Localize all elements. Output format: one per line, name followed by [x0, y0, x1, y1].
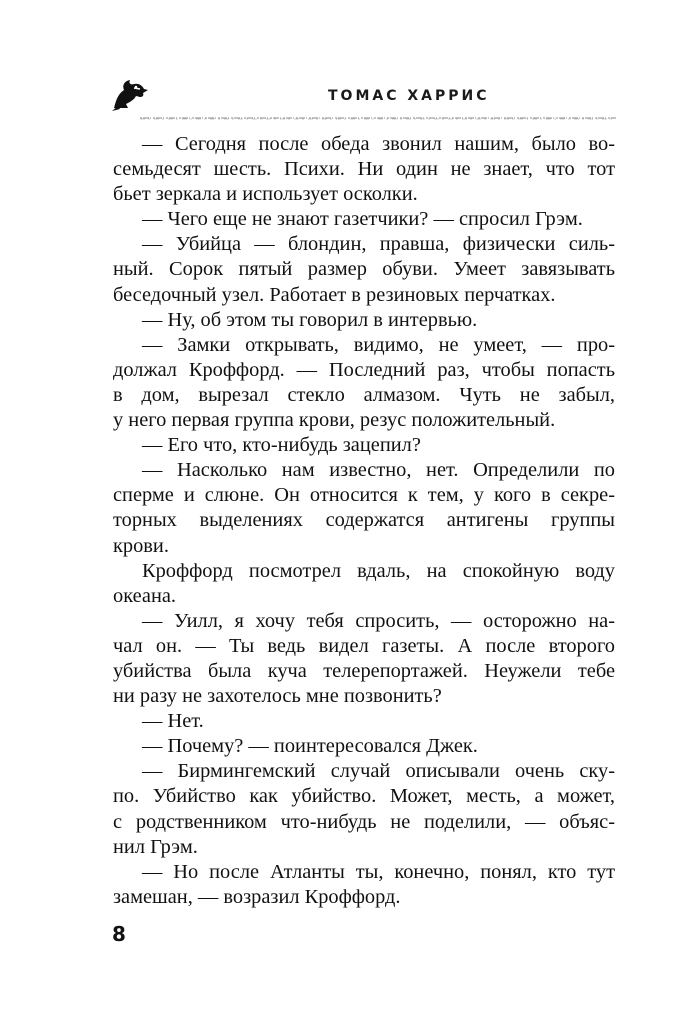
- text-line: — Чего еще не знают газетчики? — спросил Грэм.: [142, 208, 583, 231]
- text-line: сперме и слюне. Он относится к тем, у кого в секре-: [113, 484, 615, 507]
- text-line: — Ну, об этом ты говорил в интервью.: [142, 308, 478, 331]
- text-line: океана.: [113, 584, 177, 607]
- text-line: — Нет.: [142, 710, 204, 733]
- text-line: нил Грэм.: [113, 835, 198, 858]
- header-rule: [140, 114, 616, 122]
- text-line: — Насколько нам известно, нет. Определили по: [142, 459, 615, 482]
- text-line: ный. Сорок пятый размер обуви. Умеет завязывать: [113, 258, 615, 281]
- text-line: бьет зеркала и использует осколки.: [113, 183, 418, 206]
- paragraph: [113, 433, 615, 458]
- text-line: крови.: [113, 534, 169, 557]
- text-line: — Замки открывать, видимо, не умеет, — про-: [142, 333, 615, 356]
- text-line: торных выделениях содержатся антигены группы: [113, 509, 615, 532]
- text-line: по. Убийство как убийство. Может, месть, а может,: [113, 785, 615, 808]
- text-line: у него первая группа крови, резус положительный.: [113, 409, 556, 432]
- text-line: беседочный узел. Работает в резиновых перчатках.: [113, 283, 556, 306]
- paragraph: [113, 308, 615, 333]
- paragraph: [113, 709, 615, 734]
- text-line: — Убийца — блондин, правша, физически силь-: [142, 233, 615, 256]
- body-text: [113, 132, 615, 910]
- text-line: должал Кроффорд. — Последний раз, чтобы попасть: [113, 358, 615, 381]
- paragraph: [113, 132, 615, 207]
- text-line: в дом, вырезал стекло алмазом. Чуть не забыл,: [113, 383, 615, 406]
- paragraph: [113, 609, 615, 709]
- paragraph: [113, 559, 615, 609]
- dragon-head-icon: [110, 78, 150, 112]
- text-line: — Уилл, я хочу тебя спросить, — осторожно на-: [142, 609, 615, 632]
- paragraph: [113, 207, 615, 232]
- text-line: Кроффорд посмотрел вдаль, на спокойную воду: [142, 559, 615, 582]
- paragraph: [113, 458, 615, 558]
- text-line: ни разу не захотелось мне позвонить?: [113, 685, 442, 708]
- text-line: с родственником что-нибудь не поделили, — объяс-: [113, 810, 615, 833]
- page-number: 8: [112, 922, 126, 946]
- paragraph: [113, 759, 615, 859]
- text-line: — Почему? — поинтересовался Джек.: [142, 735, 478, 758]
- text-line: — Его что, кто-нибудь зацепил?: [142, 434, 421, 457]
- text-line: замешан, — возразил Кроффорд.: [113, 885, 401, 908]
- text-line: — Бирмингемский случай описывали очень ску-: [142, 760, 615, 783]
- paragraph: [113, 860, 615, 910]
- text-line: убийства была куча телерепортажей. Неужели тебе: [113, 659, 615, 682]
- paragraph: [113, 232, 615, 307]
- paragraph: [113, 734, 615, 759]
- running-title: ТОМАС ХАРРИС: [328, 88, 490, 104]
- text-line: — Сегодня после обеда звонил нашим, было во-: [142, 133, 615, 155]
- page-header: [110, 76, 616, 126]
- paragraph: [113, 333, 615, 433]
- text-line: чал он. — Ты ведь видел газеты. А после второго: [113, 634, 615, 657]
- text-line: семьдесят шесть. Психи. Ни один не знает, что тот: [113, 158, 615, 181]
- text-line: — Но после Атланты ты, конечно, понял, кто тут: [142, 860, 615, 883]
